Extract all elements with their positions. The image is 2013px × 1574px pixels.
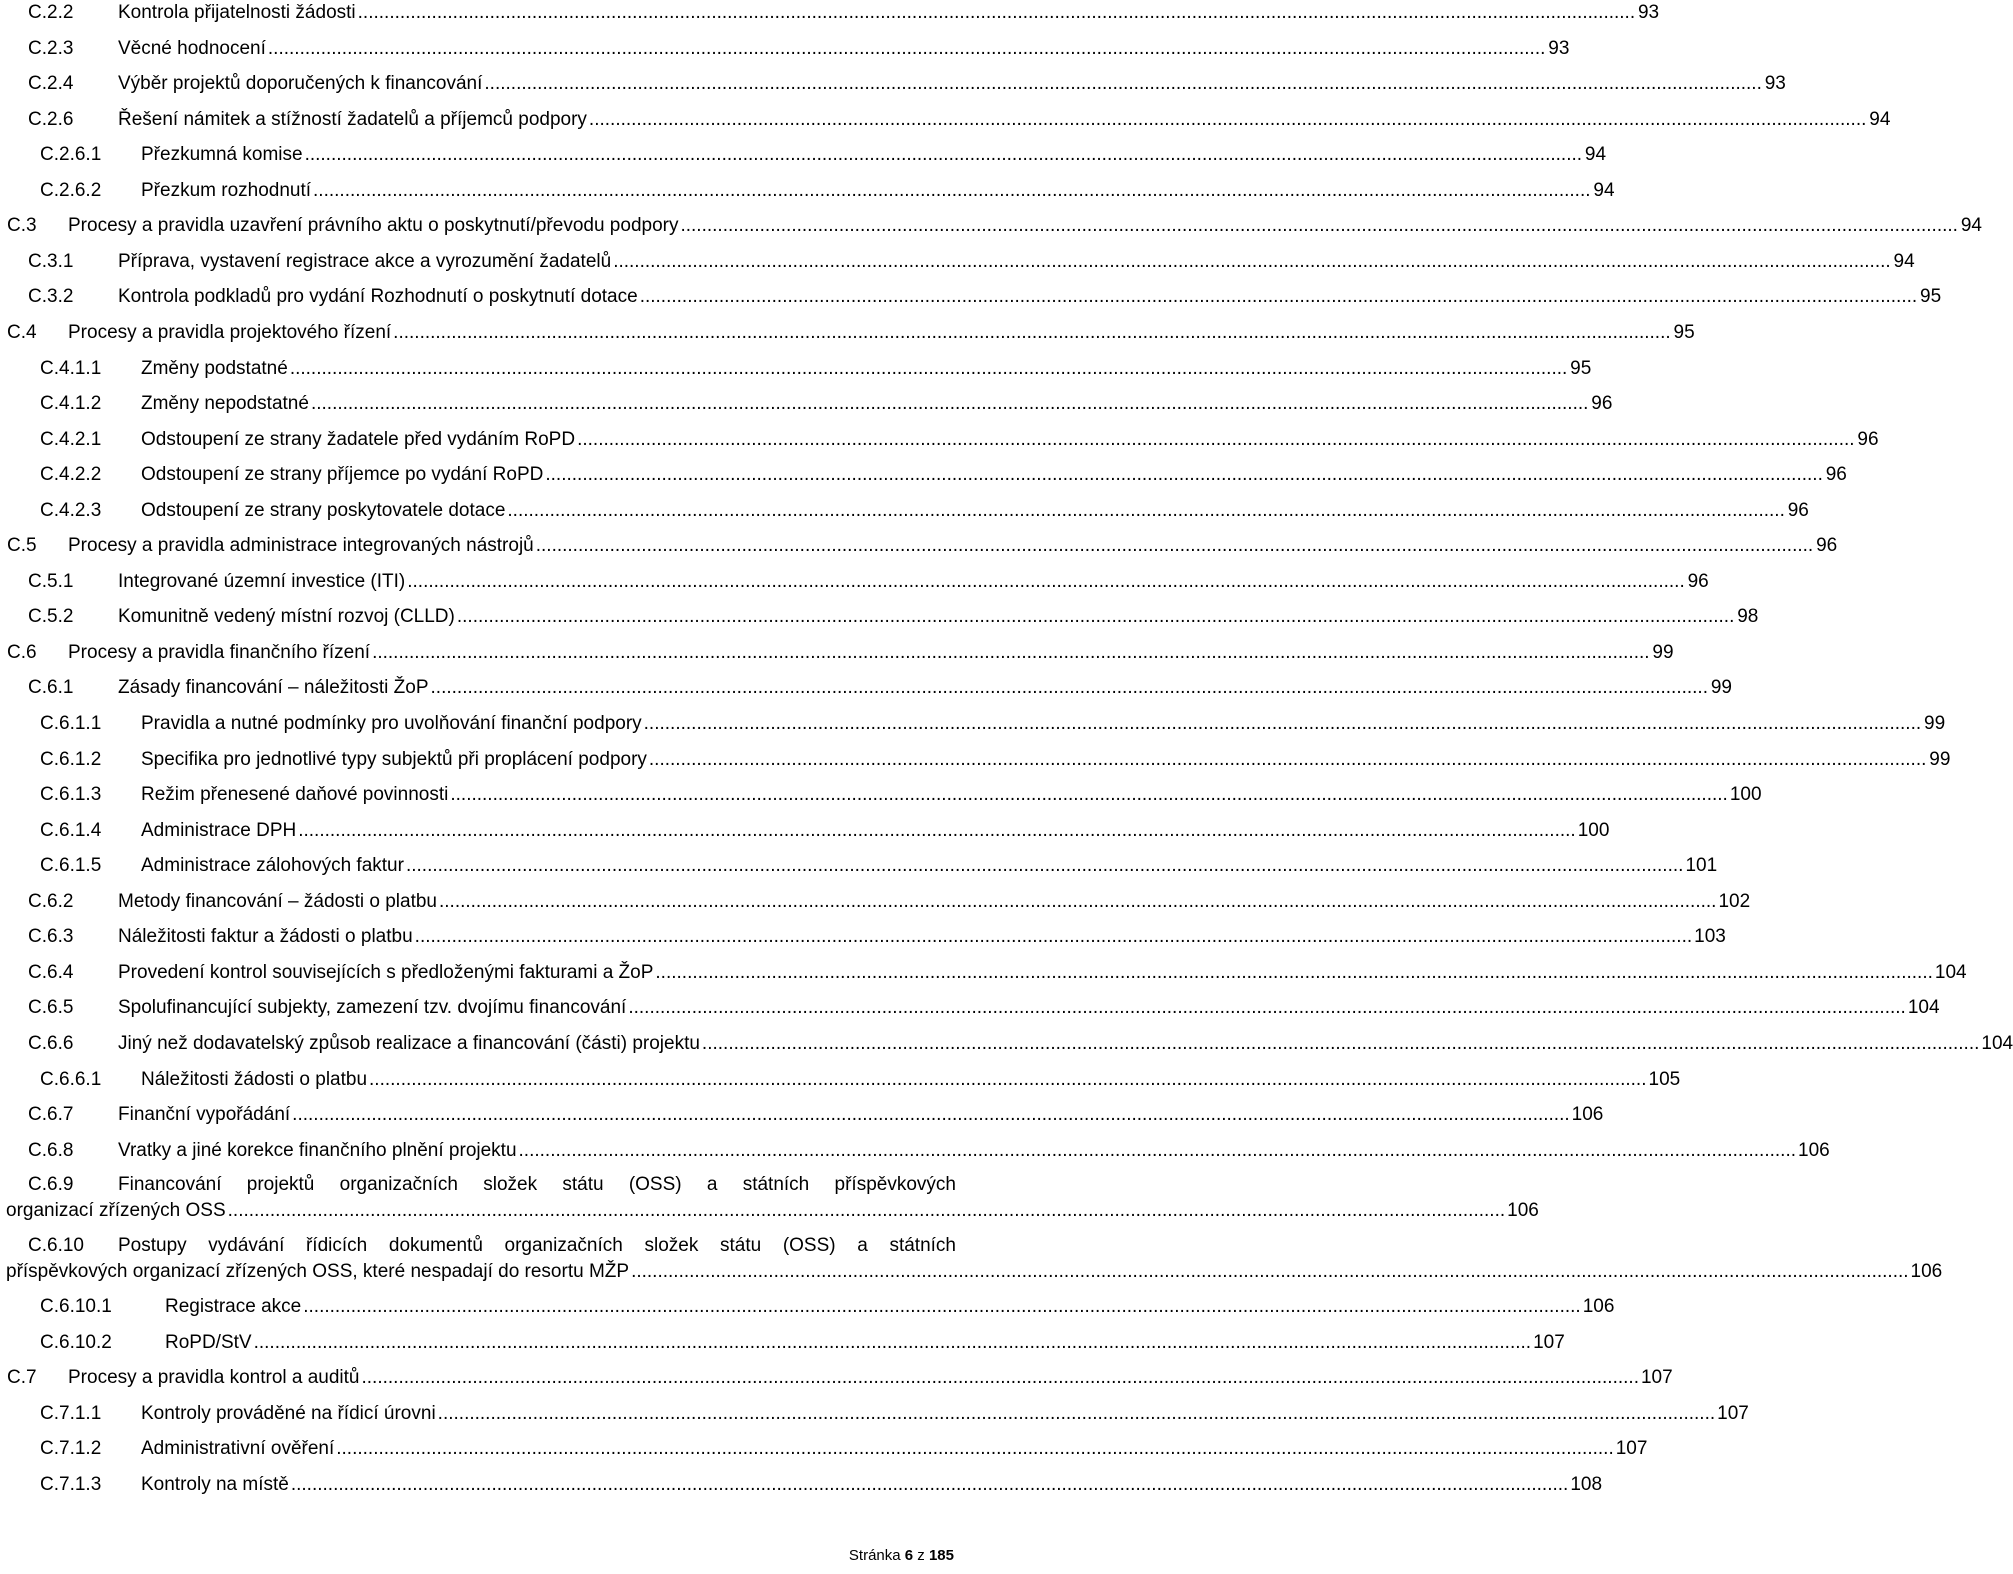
toc-entry-number: C.4.1.1 bbox=[40, 358, 102, 379]
toc-entry-page-number: 99 bbox=[1710, 677, 1732, 698]
toc-entry-title: Specifika pro jednotlivé typy subjektů při proplácení podpory bbox=[141, 749, 647, 770]
toc-entry-number: C.6.5 bbox=[28, 997, 74, 1018]
toc-entry[interactable] bbox=[7, 533, 1838, 559]
toc-entry-number: C.5.2 bbox=[28, 606, 74, 627]
toc-entry-number: C.6.1.1 bbox=[40, 713, 102, 734]
toc-entry-number: C.2.2 bbox=[28, 2, 74, 23]
toc-entry-page-number: 102 bbox=[1718, 891, 1751, 912]
dot-leader bbox=[655, 960, 1932, 986]
footer-total-pages: 185 bbox=[928, 1547, 954, 1564]
toc-entry-page-number: 96 bbox=[1591, 393, 1613, 414]
toc-entry[interactable] bbox=[28, 36, 1570, 62]
toc-entry-page-number: 107 bbox=[1615, 1438, 1648, 1459]
toc-entry[interactable] bbox=[28, 889, 1751, 915]
toc-entry-number: C.7.1.1 bbox=[40, 1403, 102, 1424]
toc-entry-number: C.4 bbox=[7, 322, 37, 343]
toc-entry-page-number: 96 bbox=[1687, 571, 1709, 592]
toc-entry[interactable] bbox=[40, 853, 1718, 879]
toc-entry[interactable] bbox=[28, 1031, 2013, 1057]
toc-entry-number: C.2.6.2 bbox=[40, 180, 102, 201]
toc-entry-page-number: 106 bbox=[1571, 1104, 1604, 1125]
dot-leader bbox=[536, 533, 1813, 559]
toc-entry[interactable] bbox=[40, 462, 1847, 488]
toc-entry-page-number: 100 bbox=[1729, 784, 1762, 805]
toc-entry-title: Kontrola přijatelnosti žádosti bbox=[118, 2, 356, 23]
page-footer bbox=[849, 1546, 954, 1566]
toc-entry-number: C.5 bbox=[7, 535, 37, 556]
toc-entry-page-number: 96 bbox=[1816, 535, 1838, 556]
dot-leader bbox=[545, 462, 1822, 488]
toc-entry-number: C.2.6.1 bbox=[40, 144, 102, 165]
toc-entry-number: C.6.7 bbox=[28, 1104, 74, 1125]
toc-entry[interactable] bbox=[40, 427, 1879, 453]
toc-entry-title-continued: příspěvkových organizací zřízených OSS, které nespadají do resortu MŽP bbox=[6, 1261, 630, 1282]
toc-entry-title: Odstoupení ze strany příjemce po vydání RoPD bbox=[141, 464, 544, 485]
toc-entry-title: Finanční vypořádání bbox=[118, 1104, 291, 1125]
dot-leader bbox=[406, 853, 1683, 879]
dot-leader bbox=[313, 178, 1590, 204]
toc-entry-page-number: 103 bbox=[1694, 926, 1726, 947]
dot-leader bbox=[372, 640, 1649, 666]
toc-entry-number: C.6.8 bbox=[28, 1140, 74, 1161]
dot-leader bbox=[228, 1198, 1505, 1224]
toc-entry-page-number: 95 bbox=[1920, 286, 1942, 307]
toc-entry[interactable] bbox=[40, 782, 1762, 808]
toc-entry-number: C.2.3 bbox=[28, 38, 74, 59]
toc-entry-page-number: 94 bbox=[1593, 180, 1615, 201]
toc-entry-page-number: 107 bbox=[1717, 1403, 1749, 1424]
toc-entry[interactable] bbox=[28, 1138, 1830, 1164]
dot-leader bbox=[507, 498, 1784, 524]
dot-leader bbox=[298, 818, 1575, 844]
toc-entry-title: Financování projektů organizačních složek státu (OSS) a státních příspěvkových bbox=[118, 1174, 956, 1195]
toc-entry[interactable] bbox=[28, 1102, 1604, 1128]
toc-entry-page-number: 94 bbox=[1869, 109, 1891, 130]
dot-leader bbox=[369, 1067, 1646, 1093]
toc-entry-page-number: 95 bbox=[1673, 322, 1695, 343]
toc-entry[interactable] bbox=[40, 356, 1592, 382]
toc-entry-number: C.3.2 bbox=[28, 286, 74, 307]
toc-entry[interactable] bbox=[40, 747, 1951, 773]
toc-entry-page-number: 95 bbox=[1570, 358, 1592, 379]
toc-entry[interactable] bbox=[28, 604, 1759, 630]
toc-entry-page-number: 96 bbox=[1857, 429, 1879, 450]
toc-entry[interactable] bbox=[28, 960, 1967, 986]
toc-entry[interactable] bbox=[28, 284, 1942, 310]
dot-leader bbox=[303, 1294, 1580, 1320]
toc-entry-page-number: 100 bbox=[1577, 820, 1610, 841]
toc-entry-title: Jiný než dodavatelský způsob realizace a financování (části) projektu bbox=[118, 1033, 700, 1054]
dot-leader bbox=[577, 427, 1854, 453]
toc-entry-number: C.6.6.1 bbox=[40, 1069, 102, 1090]
toc-entry-number: C.5.1 bbox=[28, 571, 74, 592]
toc-entry-page-number: 104 bbox=[1981, 1033, 2013, 1054]
dot-leader bbox=[649, 747, 1926, 773]
toc-entry[interactable] bbox=[28, 107, 1891, 133]
toc-entry[interactable] bbox=[40, 1294, 1615, 1320]
toc-entry-title: Příprava, vystavení registrace akce a vyrozumění žadatelů bbox=[118, 251, 612, 272]
dot-leader bbox=[457, 604, 1734, 630]
toc-entry-number: C.6.6 bbox=[28, 1033, 74, 1054]
dot-leader bbox=[336, 1436, 1613, 1462]
toc-entry-number: C.6.10 bbox=[28, 1235, 84, 1256]
toc-entry-title: Odstoupení ze strany poskytovatele dotace bbox=[141, 500, 506, 521]
toc-entry-page-number: 93 bbox=[1637, 2, 1660, 23]
toc-entry-page-number: 93 bbox=[1548, 38, 1570, 59]
toc-entry-title: Procesy a pravidla kontrol a auditů bbox=[68, 1367, 360, 1388]
toc-entry-page-number: 96 bbox=[1787, 500, 1809, 521]
toc-entry-page-number: 101 bbox=[1685, 855, 1718, 876]
toc-entry-number: C.6.1.4 bbox=[40, 820, 102, 841]
dot-leader bbox=[268, 36, 1545, 62]
dot-leader bbox=[519, 1138, 1796, 1164]
dot-leader bbox=[628, 995, 1905, 1021]
toc-entry-title: Pravidla a nutné podmínky pro uvolňování finanční podpory bbox=[141, 713, 642, 734]
toc-entry-title: Vratky a jiné korekce finančního plnění projektu bbox=[118, 1140, 517, 1161]
toc-entry-page-number: 106 bbox=[1798, 1140, 1830, 1161]
toc-entry[interactable] bbox=[28, 675, 1732, 701]
toc-entry-number: C.6.10.1 bbox=[40, 1296, 112, 1317]
toc-entry[interactable] bbox=[28, 0, 1660, 26]
toc-entry-page-number: 104 bbox=[1934, 962, 1967, 983]
toc-entry[interactable] bbox=[40, 1067, 1681, 1093]
toc-entry-title: Administrace zálohových faktur bbox=[141, 855, 404, 876]
toc-entry-page-number: 106 bbox=[1910, 1261, 1943, 1282]
dot-leader bbox=[631, 1259, 1908, 1285]
toc-entry-title: Změny nepodstatné bbox=[141, 393, 309, 414]
dot-leader bbox=[439, 889, 1716, 915]
dot-leader bbox=[292, 1102, 1569, 1128]
toc-entry[interactable] bbox=[40, 711, 1946, 737]
dot-leader bbox=[702, 1031, 1979, 1057]
toc-entry-number: C.7.1.3 bbox=[40, 1474, 102, 1495]
toc-entry-title: Komunitně vedený místní rozvoj (CLLD) bbox=[118, 606, 455, 627]
toc-entry-page-number: 105 bbox=[1648, 1069, 1681, 1090]
toc-entry-number: C.7 bbox=[7, 1367, 37, 1388]
toc-entry-number: C.6.1.3 bbox=[40, 784, 102, 805]
toc-entry[interactable] bbox=[7, 640, 1674, 666]
toc-entry-title: Kontroly na místě bbox=[141, 1474, 289, 1495]
toc-entry-title: Administrace DPH bbox=[141, 820, 297, 841]
footer-label: Stránka bbox=[848, 1547, 901, 1564]
dot-leader bbox=[358, 0, 1635, 26]
toc-entry-title: Zásady financování – náležitosti ŽoP bbox=[118, 677, 429, 698]
dot-leader bbox=[644, 711, 1921, 737]
toc-entry-title: Procesy a pravidla projektového řízení bbox=[68, 322, 392, 343]
toc-entry[interactable] bbox=[40, 498, 1809, 524]
toc-entry-page-number: 96 bbox=[1825, 464, 1847, 485]
toc-entry[interactable] bbox=[40, 142, 1607, 168]
toc-entry-number: C.6.1.5 bbox=[40, 855, 102, 876]
toc-entry-number: C.4.2.3 bbox=[40, 500, 102, 521]
toc-entry-title: Kontrola podkladů pro vydání Rozhodnutí o poskytnutí dotace bbox=[118, 286, 638, 307]
toc-entry-number: C.6.3 bbox=[28, 926, 74, 947]
toc-entry-number: C.6.4 bbox=[28, 962, 74, 983]
toc-entry-title: RoPD/StV bbox=[165, 1332, 252, 1353]
dot-leader bbox=[305, 142, 1582, 168]
dot-leader bbox=[450, 782, 1727, 808]
toc-entry[interactable] bbox=[28, 924, 1726, 950]
dot-leader bbox=[407, 569, 1684, 595]
toc-entry[interactable] bbox=[6, 1233, 1943, 1285]
toc-entry-number: C.4.1.2 bbox=[40, 393, 102, 414]
dot-leader bbox=[589, 107, 1866, 133]
toc-entry[interactable] bbox=[7, 213, 1982, 239]
toc-entry-title: Změny podstatné bbox=[141, 358, 288, 379]
toc-entry[interactable] bbox=[6, 1172, 1539, 1224]
toc-entry-title: Postupy vydávání řídicích dokumentů organizačních složek státu (OSS) a státních bbox=[118, 1235, 956, 1256]
toc-entry[interactable] bbox=[28, 995, 1940, 1021]
toc-entry-page-number: 106 bbox=[1582, 1296, 1615, 1317]
toc-entry-title: Náležitosti žádosti o platbu bbox=[141, 1069, 368, 1090]
toc-entry-title: Odstoupení ze strany žadatele před vydáním RoPD bbox=[141, 429, 576, 450]
toc-entry-page-number: 99 bbox=[1929, 749, 1951, 770]
footer-of: z bbox=[917, 1547, 925, 1564]
dot-leader bbox=[311, 391, 1588, 417]
toc-entry-number: C.3 bbox=[7, 215, 37, 236]
dot-leader bbox=[415, 924, 1692, 950]
dot-leader bbox=[254, 1330, 1531, 1356]
toc-entry-title: Administrativní ověření bbox=[141, 1438, 335, 1459]
toc-entry-title: Režim přenesené daňové povinnosti bbox=[141, 784, 449, 805]
toc-entry-title: Provedení kontrol souvisejících s předloženými fakturami a ŽoP bbox=[118, 962, 654, 983]
toc-entry-title: Metody financování – žádosti o platbu bbox=[118, 891, 437, 912]
dot-leader bbox=[438, 1401, 1715, 1427]
toc-entry-page-number: 108 bbox=[1570, 1474, 1603, 1495]
toc-entry-number: C.6.2 bbox=[28, 891, 74, 912]
toc-entry[interactable] bbox=[7, 320, 1695, 346]
toc-entry-page-number: 104 bbox=[1907, 997, 1940, 1018]
toc-entry[interactable] bbox=[28, 569, 1709, 595]
dot-leader bbox=[362, 1365, 1639, 1391]
toc-entry-title: Procesy a pravidla uzavření právního aktu o poskytnutí/převodu podpory bbox=[68, 215, 679, 236]
toc-entry-page-number: 107 bbox=[1640, 1367, 1673, 1388]
toc-entry-number: C.6.9 bbox=[28, 1174, 74, 1195]
toc-entry-page-number: 99 bbox=[1652, 642, 1674, 663]
dot-leader bbox=[393, 320, 1670, 346]
toc-entry-number: C.6.1 bbox=[28, 677, 74, 698]
toc-entry-title: Řešení námitek a stížností žadatelů a příjemců podpory bbox=[118, 109, 587, 130]
toc-entry-number: C.7.1.2 bbox=[40, 1438, 102, 1459]
toc-entry[interactable] bbox=[40, 818, 1610, 844]
toc-entry[interactable] bbox=[40, 391, 1613, 417]
toc-entry-page-number: 94 bbox=[1584, 144, 1607, 165]
dot-leader bbox=[640, 284, 1917, 310]
toc-entry-title: Přezkumná komise bbox=[141, 144, 303, 165]
toc-entry-number: C.3.1 bbox=[28, 251, 74, 272]
dot-leader bbox=[291, 1472, 1568, 1498]
toc-entry-page-number: 106 bbox=[1507, 1200, 1539, 1221]
toc-entry-title: Výběr projektů doporučených k financování bbox=[118, 73, 483, 94]
toc-entry-page-number: 93 bbox=[1764, 73, 1786, 94]
toc-entry-number: C.4.2.2 bbox=[40, 464, 102, 485]
toc-entry-title: Procesy a pravidla finančního řízení bbox=[68, 642, 371, 663]
toc-entry-title: Procesy a pravidla administrace integrovaných nástrojů bbox=[68, 535, 534, 556]
toc-entry-title: Náležitosti faktur a žádosti o platbu bbox=[118, 926, 413, 947]
toc-entry-title-continued: organizací zřízených OSS bbox=[6, 1200, 226, 1221]
toc-entry[interactable] bbox=[40, 1472, 1603, 1498]
toc-entry-number: C.2.4 bbox=[28, 73, 74, 94]
toc-entry-page-number: 98 bbox=[1737, 606, 1759, 627]
toc-entry[interactable] bbox=[40, 178, 1615, 204]
toc-entry-page-number: 99 bbox=[1924, 713, 1946, 734]
toc-entry[interactable] bbox=[7, 1365, 1673, 1391]
toc-entry-number: C.6.1.2 bbox=[40, 749, 102, 770]
dot-leader bbox=[484, 71, 1761, 97]
toc-entry-title: Věcné hodnocení bbox=[118, 38, 266, 59]
dot-leader bbox=[613, 249, 1890, 275]
footer-current-page: 6 bbox=[904, 1547, 914, 1564]
toc-entry-page-number: 94 bbox=[1893, 251, 1915, 272]
toc-entry-title: Spolufinancující subjekty, zamezení tzv. dvojímu financování bbox=[118, 997, 627, 1018]
toc-entry-number: C.4.2.1 bbox=[40, 429, 102, 450]
dot-leader bbox=[290, 356, 1567, 382]
dot-leader bbox=[680, 213, 1957, 239]
toc-entry-number: C.6 bbox=[7, 642, 37, 663]
toc-entry[interactable] bbox=[28, 71, 1786, 97]
toc-entry-title: Integrované územní investice (ITI) bbox=[118, 571, 406, 592]
toc-entry-number: C.6.10.2 bbox=[40, 1332, 112, 1353]
toc-entry[interactable] bbox=[40, 1401, 1749, 1427]
toc-entry-page-number: 94 bbox=[1960, 215, 1982, 236]
toc-entry-number: C.2.6 bbox=[28, 109, 74, 130]
toc-entry-title: Kontroly prováděné na řídicí úrovni bbox=[141, 1403, 436, 1424]
toc-entry[interactable] bbox=[40, 1330, 1565, 1356]
toc-entry[interactable] bbox=[28, 249, 1915, 275]
toc-entry[interactable] bbox=[40, 1436, 1648, 1462]
toc-entry-title: Přezkum rozhodnutí bbox=[141, 180, 312, 201]
toc-entry-title: Registrace akce bbox=[165, 1296, 302, 1317]
dot-leader bbox=[431, 675, 1708, 701]
toc-entry-page-number: 107 bbox=[1533, 1332, 1565, 1353]
